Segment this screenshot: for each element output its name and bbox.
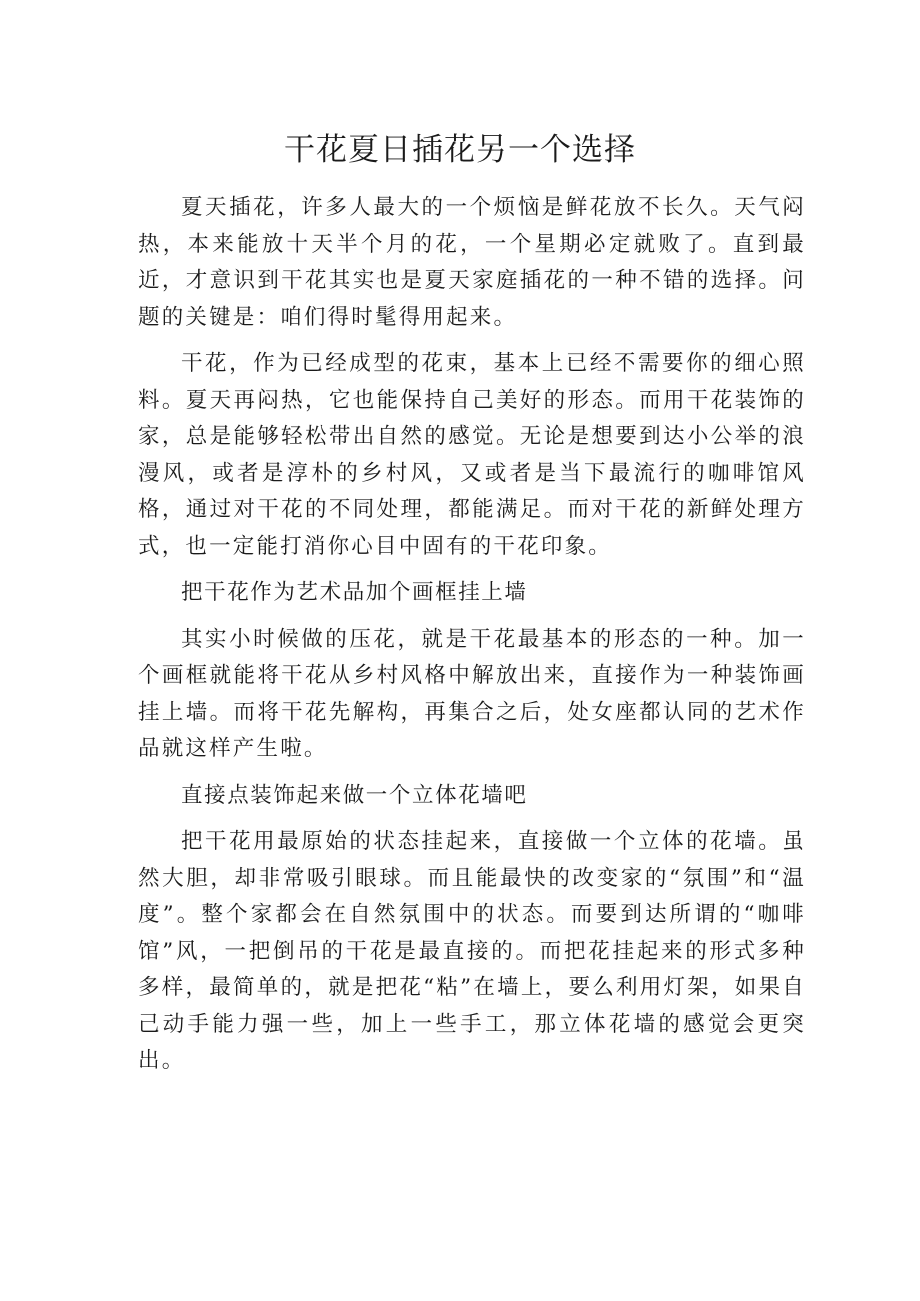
document-title: 干花夏日插花另一个选择 [284, 132, 636, 168]
paragraph-dried-flowers: 干花，作为已经成型的花束，基本上已经不需要你的细心照料。夏天再闷热，它也能保持自己美好的形态。而用干花装饰的家，总是能够轻松带出自然的感觉。无论是想要到达小公举的浪漫风，或者是淳朴的乡村风，又或者是当下最流行的咖啡馆风格，通过对干花的不同处理，都能满足。而对干花的新鲜处理方式，也一定能打消你心目中固有的干花印象。 [138, 351, 806, 559]
paragraph-intro: 夏天插花，许多人最大的一个烦恼是鲜花放不长久。天气闷热，本来能放十天半个月的花，一个星期必定就败了。直到最近，才意识到干花其实也是夏天家庭插花的一种不错的选择。问题的关键是：咱们得时髦得用起来。 [138, 195, 806, 330]
paragraph-pressed-flowers: 其实小时候做的压花，就是干花最基本的形态的一种。加一个画框就能将干花从乡村风格中解放出来，直接作为一种装饰画挂上墙。而将干花先解构，再集合之后，处女座都认同的艺术作品就这样产生啦。 [138, 626, 806, 761]
section-heading-flower-wall: 直接点装饰起来做一个立体花墙吧 [181, 782, 528, 808]
document-body [138, 190, 806, 1090]
paragraph-flower-wall: 把干花用最原始的状态挂起来，直接做一个立体的花墙。虽然大胆，却非常吸引眼球。而且能最快的改变家的“氛围”和“温度”。整个家都会在自然氛围中的状态。而要到达所谓的“咖啡馆”风，一把倒吊的干花是最直接的。而把花挂起来的形式多种多样，最简单的，就是把花“粘”在墙上，要么利用灯架，如果自己动手能力强一些，加上一些手工，那立体花墙的感觉会更突出。 [138, 829, 806, 1073]
section-heading-frame: 把干花作为艺术品加个画框挂上墙 [181, 580, 528, 605]
